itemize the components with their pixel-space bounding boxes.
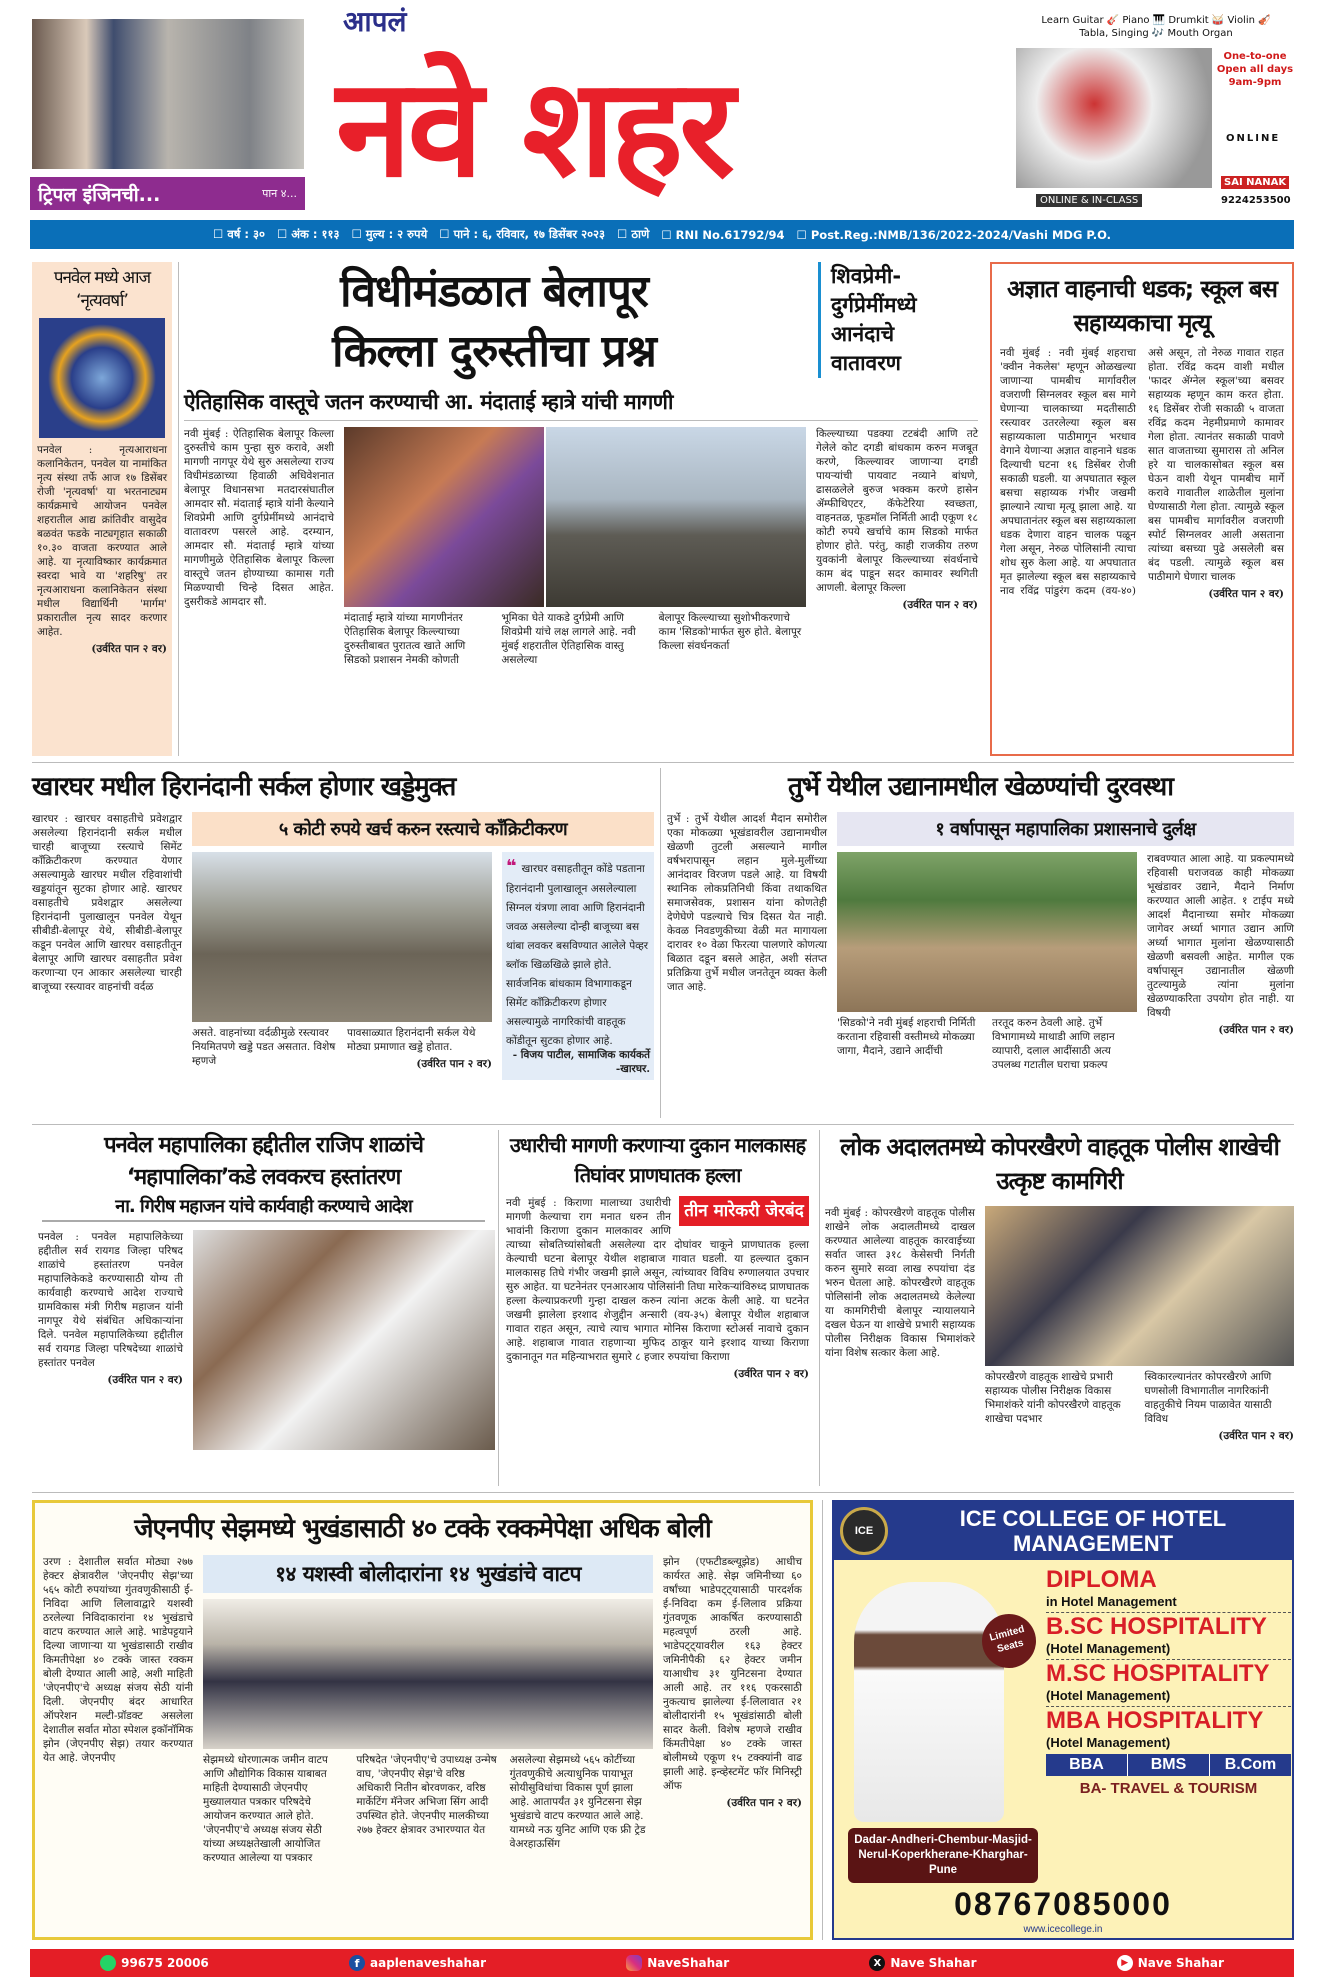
x-icon: X [869, 1955, 885, 1971]
ad-phone: 08767085000 [954, 1886, 1172, 1922]
course-chips [1046, 1754, 1291, 1776]
footer-youtube[interactable] [1117, 1955, 1224, 1971]
playground-photo[interactable] [837, 852, 1137, 1012]
lead-subhead: ऐतिहासिक वास्तूचे जतन करण्याची आ. मंदाताई म्हात्रे यांची मागणी [184, 388, 978, 421]
turbhe-body-3: राबवण्यात आला आहे. या प्रकल्पामध्ये रहिवासी घराजवळ काही मोकळ्या भूखंडावर उद्याने, मैदाने निर्माण करण्यात आली आहेत. १ टाईप मध्ये आदर्श मैदानाच्या समोर मोकळ्या जागेवर अर्ध्या भागात उद्यान आणि अर्ध्या भागात मुलांना खेळण्यासाठी खेळणी बसवली आहेत. मागील एक वर्षापासून उद्यानातील खेळणी तुटल्यामुळे त्यांना मुलांना खेळण्याकरिता उपयोग होत नाही. या विषयी [1147, 853, 1294, 1019]
turbhe-subhead: १ वर्षापासून महापालिका प्रशासनाचे दुर्लक्ष [837, 812, 1294, 846]
fort-photo[interactable] [546, 427, 806, 607]
chef-image [854, 1582, 1004, 1822]
footer-whatsapp[interactable] [100, 1955, 209, 1971]
panvel-subhead: ना. गिरीष महाजन यांचे कार्यवाही करण्याचे आदेश [42, 1194, 485, 1222]
jnpa-column-4 [663, 1555, 802, 1810]
course-name: MBA HOSPITALITY [1046, 1707, 1264, 1734]
kharghar-caption-2: पावसाळ्यात हिरानंदानी सर्कल येथे मोठ्या प्रमाणात खड्डे होतात. [347, 1027, 476, 1053]
turbhe-caption-1: 'सिडको'ने नवी मुंबई शहराची निर्मिती करताना रहिवासी वस्तीमध्ये मोकळ्या जागा, मैदाने, उद्याने आदींची [837, 1017, 976, 1057]
chip-bms: BMS [1128, 1754, 1210, 1776]
facebook-handle: aaplenaveshahar [370, 1956, 486, 1970]
kharghar-subhead: ५ कोटी रुपये खर्च करुन रस्त्याचे कॉंक्रिटीकरण [192, 812, 654, 846]
music-ad-online: ONLINE [1226, 133, 1281, 144]
info-bar [30, 220, 1294, 249]
lead-column-4 [816, 427, 978, 612]
panvel-headline-line1: पनवेल महापालिका हद्दीतील राजिप शाळांचे [104, 1133, 423, 1158]
instagram-icon [626, 1955, 642, 1971]
course-item [1046, 1613, 1291, 1660]
panvel-article[interactable] [32, 1130, 495, 1486]
music-ad-offer: One-to-one Open all days 9am-9pm [1216, 51, 1294, 88]
lead-caption-3: बेलापूर किल्ल्याच्या सुशोभीकरणाचे काम 'सिडको'मार्फत सुरु होते. बेलापूर किल्ला संवर्धनकर्ता [658, 612, 802, 652]
lead-column-1 [184, 427, 334, 609]
press-conference-photo[interactable] [203, 1599, 653, 1749]
info-postreg: ☐ Post.Reg.:NMB/136/2022-2024/Vashi MDG P.O. [797, 228, 1111, 242]
ba-travel: BA- TRAVEL & TOURISM [1079, 1780, 1258, 1797]
lokadalat-body: नवी मुंबई : कोपरखैरणे वाहतूक पोलीस शाखेने लोक अदालतीमध्ये दाखल करण्यात आलेल्या वाहतूक कारवाईच्या सर्वात जास्त ३१८ केसेसची निर्गती करुन सुमारे सव्वा लाख रुपयांचा दंड भरुन घेतला आहे. कोपरखैरणे वाहतूक पोलिसांनी लोक अदालतमध्ये केलेल्या या कामगिरीची बेलापूर न्यायालयाने दखल घेऊन या शाखेचे प्रभारी सहाय्यक पोलीस निरीक्षक विकास भिमाशंकरे यांना विशेष सत्कार केला आहे. [825, 1207, 975, 1359]
youtube-icon: ▶ [1117, 1955, 1133, 1971]
masthead-logo: नवे शहर [336, 50, 731, 208]
sidebar-body: पनवेल : नृत्यआराधना कलानिकेतन, पनवेल या नामांकित नृत्य संस्था तर्फे आज १७ डिसेंबर रोजी 'नृत्यवर्षा' या भरतनाट्यम कार्यक्रमाचे आयोजन पनवेल शहरातील आद्य क्रांतिवीर वासुदेव बळवंत फडके नाट्यगृहात सकाळी १०.३० वाजता करण्यात आले आहे. या नृत्याविष्कार कार्यक्रमात स्वरदा भावे या 'शहरिषु' तर नृत्यआराधना कलानिकेतन संस्था मधील विद्यार्थिनी 'मार्गम' प्रकारातील नृत्य सादर करणार आहेत. [37, 444, 167, 638]
course-name: DIPLOMA [1046, 1566, 1157, 1593]
x-handle: Nave Shahar [890, 1956, 977, 1970]
masthead-small: आपलं [343, 5, 407, 38]
quote-icon: ❝ [506, 856, 517, 877]
info-city: ☐ ठाणे [617, 227, 649, 242]
footer-x[interactable] [869, 1955, 976, 1971]
meeting-photo[interactable] [193, 1230, 495, 1450]
info-year: ☐ वर्ष : ३० [213, 227, 265, 242]
info-price: ☐ मुल्य : २ रुपये [351, 227, 427, 242]
course-sub: in Hotel Management [1046, 1594, 1177, 1609]
music-ad-phone: 9224253500 [1221, 195, 1291, 206]
jnpa-caption-3: असलेल्या सेझमध्ये ५६५ कोटींच्या गुंतवणुकीचे अत्याधुनिक पायाभूत सोयीसुविधांचा विकास पूर्ण झाला आहे. आतापर्यंत ३१ युनिटसना सेझ भुखंडाचे वाटप करण्यात आले आहे. यामध्ये नऊ युनिट आणि एक फ्री ट्रेड वेअरहाऊसिंग [509, 1754, 646, 1850]
chip-bcom: B.Com [1224, 1756, 1277, 1773]
jnpa-article[interactable] [32, 1500, 813, 1940]
turbhe-caption-2: तरतूद करुन ठेवली आहे. तुर्भे विभागामध्ये माथाडी आणि लहान व्यापारी, दलाल आदींसाठी अत्य उपलब्ध गटातील घराचा प्रकल्प [992, 1017, 1115, 1071]
course-item [1046, 1660, 1291, 1707]
jnpa-caption-2: परिषदेत 'जेएनपीए'चे उपाध्यक्ष उन्मेष वाघ, 'जेएनपीए सेझ'चे वरिष्ठ अधिकारी नितीन बोरवणकर, वरिष्ठ मार्केटिंग मॅनेजर अभिजा सिंग आदी उपस्थित होते. जेएनपीए मालकीच्या २७७ हेक्टर क्षेत्रावर उभारण्यात येत [356, 1754, 497, 1836]
jnpa-body-4: झोन (एफटीडब्ल्यूझेड) आधीच कार्यरत आहे. सेझ जमिनीच्या ६० वर्षांच्या भाडेपट्ट्यासाठी पारदर्शक ई-निविदा कम ई-लिलाव प्रक्रिया गुंतवणूक आकर्षित करण्यासाठी महत्वपूर्ण ठरली आहे. भाडेपट्ट्यावरील १६३ हेक्टर जमिनीपैकी ६२ हेक्टर जमीन याआधीच ३१ युनिटसना देण्यात आली आहे. तर ११६ एकरसाठी नुकत्याच झालेल्या ई-लिलावात २१ बोलीदारांनी १५ भूखंडांसाठी बोली सादर केली. विशेष म्हणजे राखीव किंमतीपेक्षा ४० टक्के जास्त बोलीमध्ये एकूण १५ टक्क्यांनी वाढ झाली आहे. इन्व्हेस्टमेंट फॉर मिनिस्ट्री ऑफ [663, 1556, 802, 1792]
lead-caption-2: भूमिका घेते याकडे दुर्गप्रेमी आणि शिवप्रेमी यांचे लक्ष लागले आहे. नवी मुंबई शहरातील ऐतिहासिक वास्तु असलेल्या [501, 612, 636, 666]
course-item [1046, 1707, 1291, 1751]
road-photo[interactable] [192, 852, 492, 1022]
jnpa-subhead: १४ यशस्वी बोलीदारांना १४ भुखंडांचे वाटप [203, 1555, 653, 1593]
continued-label: (उर्वरित पान २ वर) [1218, 1430, 1294, 1442]
nataraja-image [39, 318, 165, 438]
lead-headline [184, 262, 804, 382]
course-sub: (Hotel Management) [1046, 1688, 1171, 1703]
panvel-body [38, 1230, 183, 1387]
whatsapp-number: 99675 20006 [121, 1956, 209, 1970]
course-item [1046, 1566, 1291, 1613]
kharghar-caption-1: असते. वाहनांच्या वर्दळीमुळे रस्त्यावर नियमितपणे खड्डे पडत असतात. विशेष म्हणजे [192, 1027, 336, 1067]
info-pages-date: ☐ पाने : ६, रविवार, १७ डिसेंबर २०२३ [439, 227, 605, 242]
mla-photo[interactable] [344, 427, 544, 607]
lead-caption-1: मंदाताई म्हात्रे यांच्या मागणीनंतर ऐतिहासिक बेलापूर किल्ल्याच्या दुरुस्तीबाबत पुरातत्व खाते आणि सिडको प्रशासन नेमकी कोणती [344, 612, 466, 666]
lead-photos [344, 427, 806, 667]
chip-bba: BBA [1046, 1754, 1128, 1776]
sidebar-headline: पनवेल मध्ये आज ‘नृत्यवर्षा’ [53, 268, 151, 311]
footer-instagram[interactable] [626, 1955, 729, 1971]
panvel-headline [32, 1130, 495, 1194]
turbhe-body: तुर्भे : तुर्भे येथील आदर्श मैदान समोरील एका मोकळ्या भूखंडावरील उद्यानामधील खेळणी तुटली असल्याने मागील वर्षभरापासून लहान मुले-मुलींच्या आनंदावर विरजण पडले आहे. या विषयी स्थानिक लोकप्रतिनिधी किंवा तथाकथित समाजसेवक, प्रशासन यांना कोणतेही देणेघेणे पडल्याचे चित्र दिसत येत नाही. केवळ निवडणुकीच्या वेळी मत मागायला दारावर १० वेळा फिरत्या पालणारे कोणत्या बिळात दडून बसले आहेत, अशी संतप्त प्रतिक्रिया तुर्भे मधील जनतेतून व्यक्त केली जात आहे. [667, 813, 827, 993]
lead-head-row [184, 262, 978, 382]
music-ad-image [1016, 48, 1212, 188]
music-ad-line2: Tabla, Singing 🎶 Mouth Organ [1079, 28, 1233, 39]
shop-headline: उधारीची मागणी करणाऱ्या दुकान मालकासह तिघांवर प्राणघातक हल्ला [509, 1133, 806, 1187]
turbhe-article[interactable] [667, 768, 1294, 1118]
lead-headline-line1: विधीमंडळात बेलापूर [340, 266, 648, 317]
course-sub: (Hotel Management) [1046, 1641, 1171, 1656]
continued-label: (उर्वरित पान २ वर) [1218, 1024, 1294, 1036]
lokadalat-article[interactable] [825, 1130, 1294, 1486]
ad-website[interactable]: www.icecollege.in [1023, 1924, 1103, 1935]
kharghar-quote-author: - विजय पाटील, सामाजिक कार्यकर्ते -खारघर. [512, 1049, 650, 1075]
lokadalat-headline: लोक अदालतमध्ये कोपरखैरणे वाहतूक पोलीस शाखेची उत्कृष्ट कामगिरी [840, 1133, 1279, 1195]
ad-title: ICE COLLEGE OF HOTEL MANAGEMENT [959, 1506, 1227, 1556]
music-ad[interactable] [1016, 14, 1296, 210]
accident-body-text: नवी मुंबई : नवी मुंबई शहराचा 'क्वीन नेकलेस' म्हणून ओळखल्या जाणाऱ्या पामबीच मार्गावरील वजराणी सिग्नलवर स्कूल बस मागे घेणाऱ्या चालकाच्या मदतीसाठी रस्त्यावर उतरलेल्या स्कूल बस सहाय्यकाला पाठीमागून भरधाव वेगाने येणाऱ्या अज्ञात वाहनाने धडक दिल्याची घटना १६ डिसेंबर रोजी सकाळी घडली. या अपघातात स्कूल बसचा सहाय्यक गंभीर जखमी झाल्याने त्याचा मृत्यू झाला आहे. या अपघातानंतर स्कूल बस सहाय्यकाला धडक देणारा वाहन चालक पळून गेला असून, नेरुळ पोलिसांनी त्याचा शोध सुरु केला आहे. या अपघातात मृत झालेल्या स्कूल बस सहाय्यकाचे नाव रविंद्र पांडुरंग कदम (वय-४०) असे असून, तो नेरुळ गावात राहत होता. रविंद्र कदम वाशी मधील 'फादर ॲग्नेल स्कूल'च्या बसवर सहाय्यक म्हणून काम करत होता. १६ डिसेंबर रोजी सकाळी ५ वाजता रविंद्र कदम नेहमीप्रमाणे कामावर गेला होता. त्यानंतर सकाळी पावणे सात वाजताच्या सुमारास तो अनिल हरे या चालकासोबत स्कूल बस घेऊन वाशी येथून पामबीच मार्गे करावे गावातील शाळेतील मुलांना घेण्यासाठी गेला होता. त्यामुळे स्कूल बस पामबीच मार्गावरील वजराणी स्पोर्ट सिग्नलवर आली असताना त्यांच्या बसच्या पुढे असलेली बस बंद पडली. त्यामुळे स्कूल बस पाठीमागे घेणारा चालक [1000, 347, 1284, 597]
lead-body-1: नवी मुंबई : ऐतिहासिक बेलापूर किल्ला दुरुस्तीचे काम पुन्हा सुरु करावे, अशी मागणी नागपूर येथे सुरु असलेल्या राज्य विधीमंडळाच्या हिवाळी अधिवेशनात बेलापूर विधानसभा मतदारसंघातील आमदार सौ. मंदाताई म्हात्रे यांनी केल्याने शिवप्रेमी आणि दुर्गप्रेमींमध्ये आनंदाचे वातावरण पसरले आहे. दरम्यान, आमदार सौ. मंदाताई म्हात्रे यांच्या मागणीमुळे ऐतिहासिक बेलापूर किल्ला वास्तूचे जतन होण्याच्या कामास गती मिळण्याची चिन्हे दिसत आहेत. दुसरीकडे आमदार सौ. [184, 428, 334, 608]
info-rni: ☐ RNI No.61792/94 [661, 228, 784, 242]
turbhe-headline: तुर्भे येथील उद्यानामधील खेळण्यांची दुरवस्था [787, 772, 1174, 802]
course-sub: (Hotel Management) [1046, 1735, 1171, 1750]
course-name: M.SC HOSPITALITY [1046, 1660, 1270, 1687]
lead-article[interactable] [184, 262, 978, 756]
jnpa-caption-1: सेझमध्ये धोरणात्मक जमीन वाटप आणि औद्योगिक विकास याबाबत माहिती देण्यासाठी जेएनपीए मुख्यालयात पत्रकार परिषदेचे आयोजन करण्यात आले होते. 'जेएनपीए'चे अध्यक्ष संजय सेठी यांच्या अध्यक्षतेखाली आयोजित करण्यात आलेल्या या पत्रकार [203, 1754, 328, 1864]
lokadalat-caption-1: कोपरखैरणे वाहतूक शाखेचे प्रभारी सहाय्यक पोलीस निरीक्षक विकास भिमाशंकरे यांनी कोपरखैरणे वाहतूक शाखेचा पदभार [985, 1371, 1121, 1425]
continued-label: (उर्वरित पान २ वर) [733, 1368, 809, 1380]
footer-facebook[interactable] [349, 1955, 486, 1971]
continued-label: (उर्वरित पान २ वर) [1208, 588, 1284, 600]
course-list [1046, 1566, 1291, 1799]
music-ad-brand: SAI NANAK [1221, 176, 1289, 189]
course-name: B.SC HOSPITALITY [1046, 1613, 1267, 1640]
youtube-handle: Nave Shahar [1137, 1956, 1224, 1970]
ad-locations: Dadar-Andheri-Chembur-Masjid-Nerul-Koperkherane-Kharghar-Pune [848, 1828, 1038, 1883]
shop-badge: तीन मारेकरी जेरबंद [679, 1196, 809, 1226]
kharghar-article[interactable] [32, 768, 654, 1118]
lead-headline-line2: किल्ला दुरुस्तीचा प्रश्न [332, 326, 656, 377]
kharghar-body: खारघर : खारघर वसाहतीचे प्रवेशद्वार असलेल्या हिरानंदानी सर्कल मधील चारही बाजूच्या रस्त्याचे सिमेंट कॉंक्रिटीकरण करण्यात येणार असल्यामुळे खारघर मधील रहिवाशांची खड्डयांतून सुटका होणार आहे. खारघर वसाहतीचे प्रवेशद्वार असलेल्या हिरानंदानी पुलाखालून पनवेल येथून सीबीडी-बेलापूर येथे, सीबीडी-बेलापूर कडून पनवेल आणि खारघर वसाहतीतून बेलापूर आणि खारघर वसाहतीत प्रवेश करणाऱ्या एन आकार असलेल्या चारही बाजूच्या रस्त्यावर वाहनांची वर्दळ [32, 813, 182, 993]
continued-label: (उर्वरित पान २ वर) [416, 1058, 492, 1070]
continued-label: (उर्वरित पान २ वर) [107, 1374, 183, 1386]
accident-body [1000, 346, 1284, 601]
lokadalat-caption-2: स्विकारल्यानंतर कोपरखैरणे आणि घणसोली विभागातील नागरिकांनी वाहतुकीचे नियम पाळावेत यासाठी विविध [1144, 1371, 1272, 1425]
ice-logo: ICE [840, 1507, 888, 1555]
turbhe-column-3 [1147, 852, 1294, 1037]
teaser-label: ट्रिपल इंजिनची... [38, 183, 161, 206]
panvel-body-text: पनवेल : पनवेल महापालिकेच्या हद्दीतील सर्व रायगड जिल्हा परिषद शाळांचे हस्तांतरण पनवेल महापालिकेकडे करण्यासाठी योग्य ती कार्यवाही करण्याचे आदेश राज्याचे ग्रामविकास मंत्री गिरीष महाजन यांनी नागपूर येथे संबंधित अधिकाऱ्यांना दिले. पनवेल महापालिकेच्या हद्दीतील सर्व रायगड जिल्हा परिषदेच्या शाळांचे हस्तांतर पनवेल [38, 1231, 183, 1369]
jnpa-column-1: उरण : देशातील सर्वात मोठ्या २७७ हेक्टर क्षेत्रावरील 'जेएनपीए सेझ'च्या ५६५ कोटी रुपयांच्या गुंतवणुकीसाठी ई-निविदा आणि लिलावाद्वारे यशस्वी ठरलेल्या निविदाकारांना १४ भुखंडाचे वाटप करण्यात आले आहे. भाडेपट्टयाने दिल्या जाणाऱ्या या भुखंडासाठी राखीव किमतीपेक्षा ४० टक्के जास्त रक्कम बोली देण्यात आली आहे, अशी माहिती 'जेएनपीए'चे अध्यक्ष संजय सेठी यांनी दिली. जेएनपीए बंदर आधारित ऑपरेशन मल्टी-प्रॉडक्ट असलेला देशातील सर्वात मोठा स्पेशल इकॉनॉमिक झोन (जेएनपीए सेझ) तयार करण्यात येत आहे. जेएनपीए [43, 1556, 193, 1764]
continued-label: (उर्वरित पान २ वर) [726, 1797, 802, 1809]
kharghar-quote: खारघर वसाहतीतून कोंडे पडताना हिरानंदानी पुलाखालून असलेल्याला सिग्नल यंत्रणा लावा आणि हिरानंदानी जवळ असलेल्या दोन्ही बाजूच्या बस थांबा लवकर बसविण्यात आलेले पेव्हर ब्लॉक खिळखिळे झाले होते. सार्वजनिक बांधकाम विभागाकडून सिमेंट कॉंक्रिटीकरण होणार असल्यामुळे नागरिकांची वाहतूक कोंडीतून सुटका होणार आहे. [506, 863, 649, 1047]
lead-body-4: किल्ल्याच्या पडक्या टटबंदी आणि तटे गेलेले कोट दगडी बांधकाम करुन मजबूत करणे, किल्ल्यावर जाणाऱ्या दगडी पायऱ्यांची पायवाट नव्याने बांधणे, ढासळलेले बुरुज भक्कम करणे हासेन ॲम्फीथिएटर, कॅफेटेरिया स्वच्छता, वाहनतळ, फूडमॉल निर्मिती आदी एकूण १८ कोटी रुपये खर्चाचे काम सिडको मार्फत होणार होते. परंतु, काही राजकीय तरुण युवकांनी बेलापूर किल्ल्याच्या संवर्धनाचे काम बंद पाडून सदर कामावर स्थगिती आणली. बेलापूर किल्ला [816, 428, 978, 594]
sidebar-article[interactable] [32, 262, 172, 756]
panvel-headline-line2: ‘महापालिका’कडे लवकरच हस्तांतरण [126, 1165, 401, 1190]
accident-headline: अज्ञात वाहनाची धडक; स्कूल बस सहाय्यकाचा मृत्यू [1007, 275, 1277, 337]
ad-header [834, 1502, 1292, 1560]
teaser-photo[interactable] [32, 19, 304, 169]
shop-body-text: नवी मुंबई : किराणा मालाच्या उधारीची मागणी केल्याचा राग मनात धरुन तीन भावांनी किराणा दुकान मालकावर आणि त्याच्या सोबतिच्यांसोबती असलेल्या दार दोघांवर चाकूने प्राणघातक हल्ला केल्याची घटना बेलापूर येथील शहाबाज गावात घडली. या हल्ल्यात दुकान मालकासह तिघे गंभीर जखमी झाले असून, त्यांच्यावर विविध रुग्णालयात उपचार सुरु आहेत. या घटनेनंतर एनआरआय पोलिसांनी तिघा मारेकऱ्यांविरुध्द प्राणघातक हल्ला केल्याप्रकरणी गुन्हा दाखल करुन त्यांना अटक केली आहे. या घटनेत जखमी झालेला इरशाद शेजुद्दीन अन्सारी (वय-३५) बेलापूर येथील शहाबाज गावात राहत असून, त्याचे त्याच भागात मोनिस किराणा स्टोअर्स नावाचे दुकान आहे. शहाबाज गावात राहणाऱ्या मुफिद ठाकूर याने इरशाद याच्या किराणा दुकानातून गत महिन्याभरात सुमारे ८ हजार रुपयांचा किराणा [506, 1197, 809, 1363]
music-ad-mode: ONLINE & IN-CLASS [1036, 194, 1142, 207]
felicitation-photo[interactable] [985, 1206, 1294, 1366]
limited-seats-badge: Limited Seats [976, 1608, 1042, 1674]
footer-social-bar [30, 1949, 1294, 1977]
jnpa-headline: जेएनपीए सेझमध्ये भुखंडासाठी ४० टक्के रक्कमेपेक्षा अधिक बोली [134, 1514, 711, 1544]
teaser-banner[interactable] [30, 177, 305, 210]
music-ad-line1: Learn Guitar 🎸 Piano 🎹 Drumkit 🥁 Violin 🎻 [1041, 15, 1271, 26]
info-issue: ☐ अंक : ११३ [277, 227, 340, 242]
ice-college-ad[interactable] [832, 1500, 1294, 1940]
teaser-page: पान ४... [262, 187, 297, 200]
shop-body [502, 1196, 813, 1381]
accident-article[interactable] [990, 262, 1294, 756]
lead-body-row [184, 427, 978, 667]
instagram-handle: NaveShahar [647, 1956, 730, 1970]
kharghar-quote-box [502, 852, 654, 1080]
continued-label: (उर्वरित पान २ वर) [91, 643, 167, 655]
shop-article[interactable] [502, 1130, 813, 1486]
facebook-icon: f [349, 1955, 365, 1971]
lead-side-headline: शिवप्रेमी- दुर्गप्रेमींमध्ये आनंदाचे वातावरण [818, 262, 968, 378]
kharghar-headline: खारघर मधील हिरानंदानी सर्कल होणार खड्डेमुक्त [32, 772, 456, 802]
continued-label: (उर्वरित पान २ वर) [902, 599, 978, 611]
whatsapp-icon [100, 1955, 116, 1971]
